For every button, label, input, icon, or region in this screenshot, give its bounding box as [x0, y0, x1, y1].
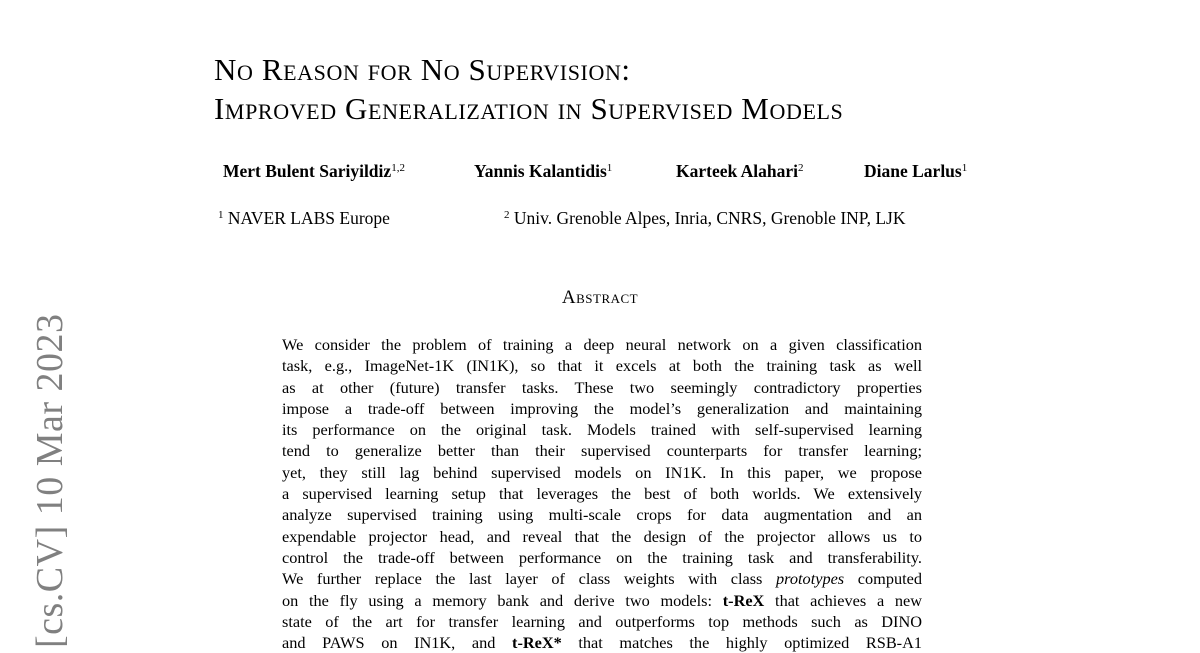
- abstract-line: as at other (future) transfer tasks. These two seemingly contradictory properties: [282, 377, 922, 397]
- emphasized-term: prototypes: [776, 569, 845, 589]
- abstract-line: expendable projector head, and reveal that the design of the projector allows us to: [282, 526, 922, 546]
- author-name: Diane Larlus: [864, 161, 962, 181]
- abstract-text: We further replace the last layer of class weights with class: [282, 569, 777, 589]
- affiliation-mark: 1: [218, 209, 224, 221]
- abstract-text: that achieves a new: [764, 590, 923, 610]
- paper-title: [214, 50, 1114, 128]
- author-name: Karteek Alahari: [676, 161, 798, 181]
- abstract-heading: Abstract: [561, 287, 639, 308]
- abstract-text: computed: [844, 569, 922, 589]
- abstract-text: on the fly using a memory bank and derive two models:: [282, 590, 723, 610]
- abstract-line: impose a trade-off between improving the model’s generalization and maintaining: [282, 398, 922, 418]
- abstract-line: tend to generalize better than their supervised counterparts for transfer learning;: [282, 441, 922, 461]
- author-affiliation-mark: 2: [798, 162, 804, 174]
- abstract-line: control the trade-off between performance on the training task and transferability.: [282, 547, 922, 567]
- title-line-1: No Reason for No Supervision:: [214, 52, 631, 87]
- model-name: t-ReX*: [512, 633, 562, 653]
- abstract-line: We consider the problem of training a deep neural network on a given classification: [282, 335, 922, 354]
- abstract-line: analyze supervised training using multi-scale crops for data augmentation and an: [282, 505, 922, 525]
- abstract-text: and PAWS on IN1K, and: [282, 633, 513, 653]
- affiliation-1: [218, 208, 390, 229]
- author-affiliation-mark: 1,2: [391, 162, 405, 174]
- abstract-line: state of the art for transfer learning and outperforms top methods such as DINO: [282, 611, 922, 631]
- abstract-line: [282, 632, 922, 653]
- abstract-line: [282, 590, 922, 611]
- author-2: [474, 161, 612, 182]
- affiliation-name: NAVER LABS Europe: [227, 208, 390, 228]
- author-name: Mert Bulent Sariyildiz: [223, 161, 392, 181]
- abstract-line: yet, they still lag behind supervised models on IN1K. In this paper, we propose: [282, 462, 922, 482]
- abstract-line: its performance on the original task. Models trained with self-supervised learning: [282, 420, 922, 440]
- title-line-2: Improved Generalization in Supervised Models: [214, 91, 844, 126]
- model-name: t-ReX: [722, 590, 765, 610]
- abstract-line: [282, 568, 922, 589]
- author-name: Yannis Kalantidis: [474, 161, 607, 181]
- affiliation-2: [504, 208, 905, 229]
- author-affiliation-mark: 1: [606, 162, 613, 174]
- abstract-text: that matches the highly optimized RSB-A1: [561, 633, 922, 653]
- author-affiliation-mark: 1: [961, 162, 968, 174]
- author-4: [864, 161, 967, 182]
- abstract-line: a supervised learning setup that leverages the best of both worlds. We extensively: [282, 484, 922, 504]
- author-3: [676, 161, 804, 182]
- affiliation-mark: 2: [504, 209, 510, 221]
- abstract-body: [282, 334, 922, 653]
- arxiv-identifier: [cs.CV] 10 Mar 2023: [29, 313, 71, 648]
- abstract-line: task, e.g., ImageNet-1K (IN1K), so that it excels at both the training task as well: [282, 356, 922, 376]
- affiliation-name: Univ. Grenoble Alpes, Inria, CNRS, Grenoble INP, LJK: [513, 208, 906, 228]
- author-1: [223, 161, 405, 182]
